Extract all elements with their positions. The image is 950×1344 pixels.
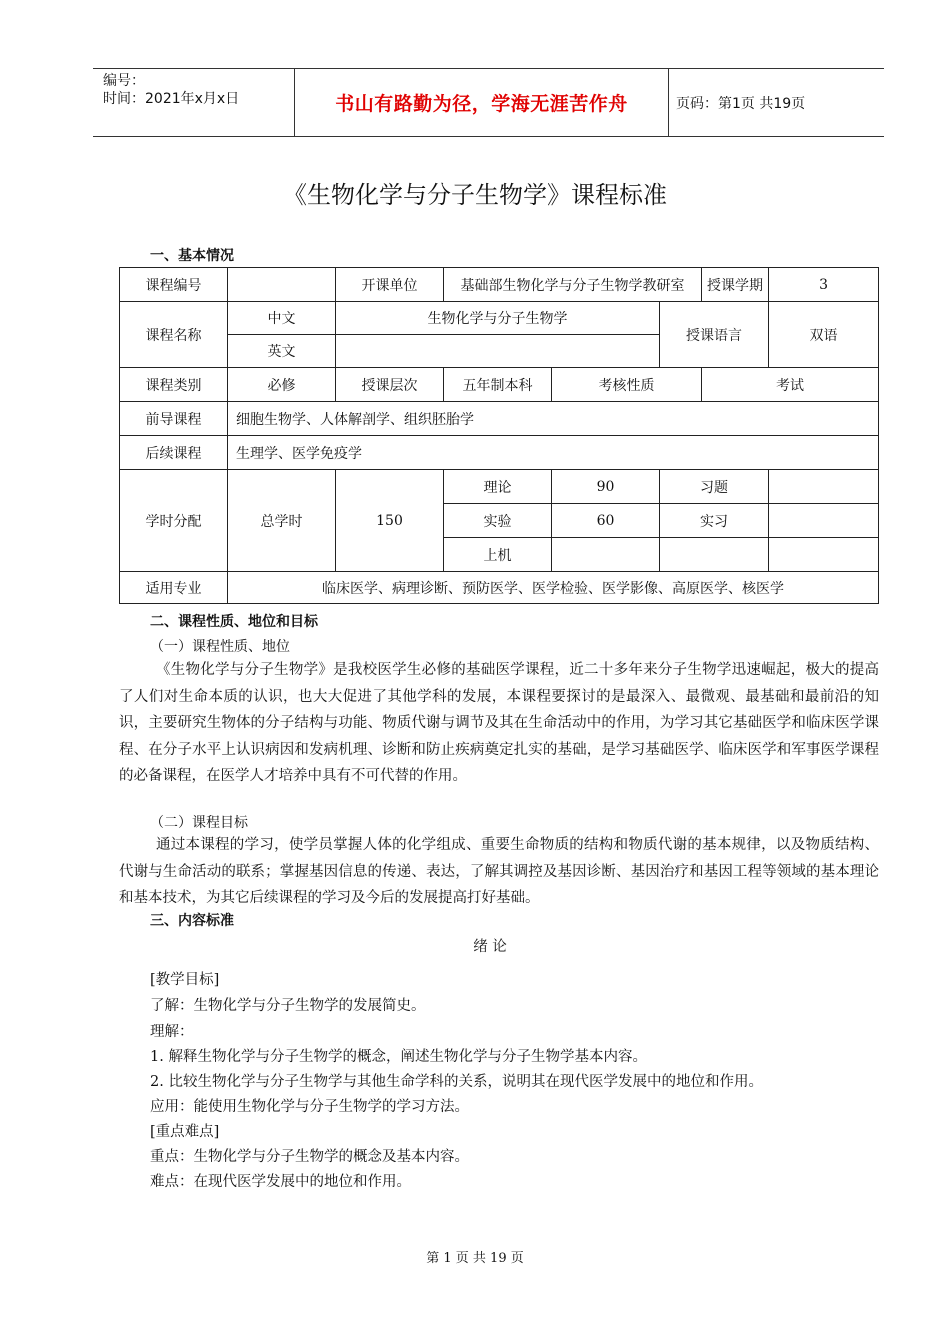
en-label: 英文 — [228, 335, 336, 368]
assess-value: 考试 — [702, 368, 879, 402]
document-title: 《生物化学与分子生物学》课程标准 — [283, 181, 667, 209]
course-name-label: 课程名称 — [120, 302, 228, 368]
paragraph-goals: 通过本课程的学习，使学员掌握人体的化学组成、重要生命物质的结构和物质代谢的基本规律，以及物质结构、代谢与生命活动的联系；掌握基因信息的传递、表达，了解其调控及基因诊断、基因治疗和基因工程等领域的基本理论和基本技术，为其它后续课程的学习及今后的发展提高打好基础。 — [119, 837, 879, 906]
zh-name-value: 生物化学与分子生物学 — [336, 302, 660, 335]
practice-value — [769, 504, 879, 538]
header-divider — [668, 69, 669, 136]
post-label: 后续课程 — [120, 436, 228, 470]
subheading-nature: （一）课程性质、地位 — [150, 639, 290, 655]
majors-label: 适用专业 — [120, 572, 228, 604]
hours-label: 学时分配 — [120, 470, 228, 572]
theory-value: 90 — [552, 470, 660, 504]
level-value: 五年制本科 — [444, 368, 552, 402]
total-value: 150 — [336, 470, 444, 572]
lab-value: 60 — [552, 504, 660, 538]
empty-cell — [660, 538, 769, 572]
content-line: 理解： — [150, 1024, 194, 1040]
en-name-value — [336, 335, 660, 368]
pre-label: 前导课程 — [120, 402, 228, 436]
total-label: 总学时 — [228, 470, 336, 572]
exercise-label: 习题 — [660, 470, 769, 504]
zh-label: 中文 — [228, 302, 336, 335]
table-row — [120, 402, 879, 436]
header-motto: 书山有路勤为径，学海无涯苦作舟 — [335, 93, 628, 115]
lang-label: 授课语言 — [660, 302, 769, 368]
content-line: [重点难点] — [150, 1124, 220, 1140]
time-label: 时间：2021年x月x日 — [103, 91, 240, 107]
dept-value: 基础部生物化学与分子生物学教研室 — [444, 268, 702, 302]
course-code-label: 课程编号 — [120, 268, 228, 302]
lang-value: 双语 — [769, 302, 879, 368]
table-row — [120, 572, 879, 604]
computer-label: 上机 — [444, 538, 552, 572]
type-label: 课程类别 — [120, 368, 228, 402]
section-heading-content: 三、内容标准 — [150, 913, 234, 929]
header-meta — [103, 72, 239, 108]
content-line: 1. 解释生物化学与分子生物学的概念，阐述生物化学与分子生物学基本内容。 — [150, 1049, 647, 1065]
computer-value — [552, 538, 660, 572]
level-label: 授课层次 — [336, 368, 444, 402]
section-heading-nature: 二、课程性质、地位和目标 — [150, 614, 318, 630]
table-row — [120, 368, 879, 402]
paragraph-nature: 《生物化学与分子生物学》是我校医学生必修的基础医学课程，近二十多年来分子生物学迅速崛起，极大的提高了人们对生命本质的认识，也大大促进了其他学科的发展，本课程要探讨的是最深入、最微观、最基础和最前沿的知识，主要研究生物体的分子结构与功能、物质代谢与调节及其在生命活动中的作用，为学习其它基础医学和临床医学课程、在分子水平上认识病因和发病机理、诊断和防止疾病奠定扎实的基础，是学习基础医学、临床医学和军事医学课程的必备课程，在医学人才培养中具有不可代替的作用。 — [119, 662, 879, 784]
practice-label: 实习 — [660, 504, 769, 538]
content-line: 了解：生物化学与分子生物学的发展简史。 — [150, 998, 426, 1014]
post-value: 生理学、医学免疫学 — [228, 436, 879, 470]
semester-label: 授课学期 — [702, 268, 769, 302]
content-line: 难点：在现代医学发展中的地位和作用。 — [150, 1174, 411, 1190]
semester-value: 3 — [769, 268, 879, 302]
content-line: [教学目标] — [150, 972, 220, 988]
section-heading-basic: 一、基本情况 — [150, 248, 234, 264]
dept-label: 开课单位 — [336, 268, 444, 302]
theory-label: 理论 — [444, 470, 552, 504]
number-label: 编号： — [103, 73, 145, 89]
course-code-value — [228, 268, 336, 302]
basic-info-table — [119, 267, 879, 604]
chapter-title: 绪 论 — [473, 939, 507, 955]
type-value: 必修 — [228, 368, 336, 402]
majors-value: 临床医学、病理诊断、预防医学、医学检验、医学影像、高原医学、核医学 — [228, 572, 879, 604]
content-line: 2. 比较生物化学与分子生物学与其他生命学科的关系，说明其在现代医学发展中的地位和作用。 — [150, 1074, 763, 1090]
empty-cell — [769, 538, 879, 572]
content-line: 重点：生物化学与分子生物学的概念及基本内容。 — [150, 1149, 469, 1165]
page-footer: 第 1 页 共 19 页 — [426, 1251, 524, 1266]
table-row — [120, 470, 879, 504]
table-row — [120, 302, 879, 335]
page-header — [93, 68, 884, 137]
lab-label: 实验 — [444, 504, 552, 538]
table-row — [120, 268, 879, 302]
content-line: 应用：能使用生物化学与分子生物学的学习方法。 — [150, 1099, 469, 1115]
subheading-goals: （二）课程目标 — [150, 815, 248, 831]
pre-value: 细胞生物学、人体解剖学、组织胚胎学 — [228, 402, 879, 436]
table-row — [120, 436, 879, 470]
assess-label: 考核性质 — [552, 368, 702, 402]
header-page-info: 页码：第1页 共19页 — [676, 96, 806, 112]
exercise-value — [769, 470, 879, 504]
